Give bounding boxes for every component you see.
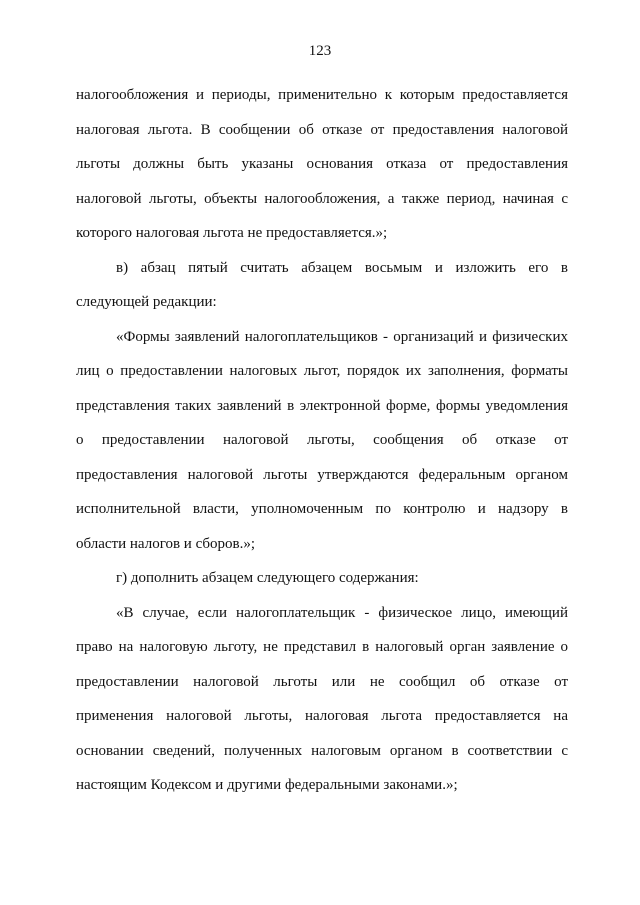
text-line: лиц о предоставлении налоговых льгот, порядок их заполнения, форматы	[76, 363, 568, 379]
text-line: льготы должны быть указаны основания отказа от предоставления	[76, 156, 568, 172]
text-line: в) абзац пятый считать абзацем восьмым и изложить его в	[116, 259, 568, 276]
paragraph-item-g	[76, 561, 568, 596]
paragraph-continuation	[76, 78, 568, 251]
text-line: следующей редакции:	[76, 294, 217, 310]
text-line: предоставлении налоговой льготы или не сообщил об отказе от	[76, 673, 568, 690]
text-line: «Формы заявлений налогоплательщиков - организаций и физических	[116, 328, 568, 345]
text-line: «В случае, если налогоплательщик - физическое лицо, имеющий	[116, 604, 568, 621]
text-line: которого налоговая льгота не предоставляется.»;	[76, 225, 388, 241]
text-line: настоящим Кодексом и другими федеральными законами.»;	[76, 777, 458, 793]
page-number: 123	[308, 43, 332, 59]
paragraph-quote-case	[76, 596, 568, 803]
text-line: налоговой льготы, объекты налогообложения, а также период, начиная с	[76, 190, 568, 207]
text-line: области налогов и сборов.»;	[76, 535, 256, 552]
text-line: применения налоговой льготы, налоговая льгота предоставляется на	[76, 708, 568, 724]
text-line: налоговая льгота. В сообщении об отказе от предоставления налоговой	[76, 121, 568, 138]
paragraph-quote-forms	[76, 320, 568, 562]
text-line: налогообложения и периоды, применительно к которым предоставляется	[76, 87, 568, 103]
text-line: право на налоговую льготу, не представил в налоговый орган заявление о	[76, 639, 568, 655]
text-line: представления таких заявлений в электронной форме, формы уведомления	[76, 397, 568, 414]
paragraph-item-v	[76, 251, 568, 320]
text-line: основании сведений, полученных налоговым органом в соответствии с	[76, 742, 568, 759]
text-line: о предоставлении налоговой льготы, сообщения об отказе от	[76, 432, 568, 448]
text-line: предоставления налоговой льготы утверждаются федеральным органом	[76, 466, 568, 483]
document-body	[76, 78, 568, 803]
text-line: исполнительной власти, уполномоченным по контролю и надзору в	[76, 501, 568, 517]
text-line: г) дополнить абзацем следующего содержания:	[116, 570, 419, 586]
